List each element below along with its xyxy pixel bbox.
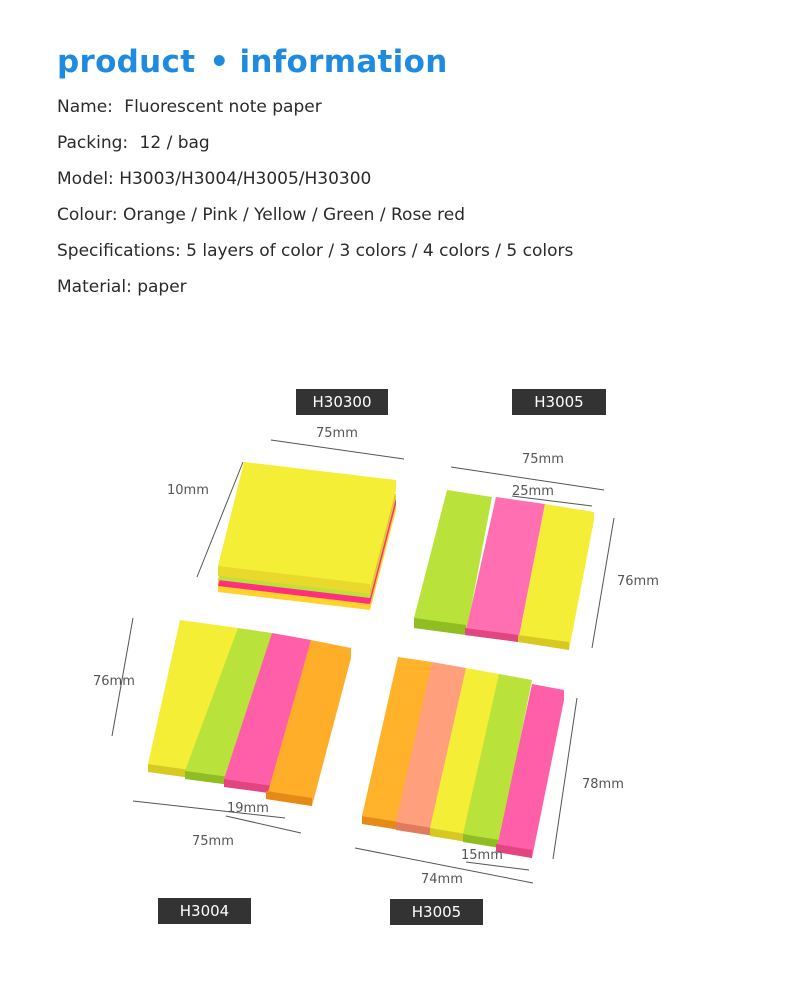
model-tag-h30300: H30300	[296, 389, 388, 415]
product-h3004-image	[148, 620, 351, 806]
dim-p3-height: 76mm	[93, 674, 135, 689]
info-value: Fluorescent note paper	[124, 97, 322, 117]
model-tag-h3005-bottom: H3005	[390, 899, 483, 925]
dim-p3-width: 75mm	[192, 834, 234, 849]
info-value: paper	[137, 277, 187, 297]
info-key: Model:	[57, 169, 114, 189]
info-key: Material:	[57, 277, 132, 297]
dim-p4-width: 74mm	[421, 872, 463, 887]
info-value: H3003/H3004/H3005/H30300	[119, 169, 372, 189]
dim-p1-width: 75mm	[316, 426, 358, 441]
dim-p4-strip: 15mm	[461, 848, 503, 863]
heading-dot: •	[209, 44, 230, 80]
heading-information: information	[239, 44, 448, 80]
dim-p3-strip: 19mm	[227, 801, 269, 816]
model-tag-h3004: H3004	[158, 898, 251, 924]
dim-p1-thickness: 10mm	[167, 483, 209, 498]
dim-p2-width: 75mm	[522, 452, 564, 467]
info-value: Orange / Pink / Yellow / Green / Rose red	[123, 205, 466, 225]
info-key: Packing:	[57, 133, 129, 153]
info-key: Name:	[57, 97, 113, 117]
heading-product: product	[57, 44, 196, 80]
model-tag-h3005-top: H3005	[512, 389, 606, 415]
dim-p2-height: 76mm	[617, 574, 659, 589]
product-h3005-3color-image	[414, 490, 594, 650]
dim-p4-height: 78mm	[582, 777, 624, 792]
info-key: Specifications:	[57, 241, 181, 261]
info-value: 12 / bag	[139, 133, 210, 153]
info-value: 5 layers of color / 3 colors / 4 colors / 5 colors	[186, 241, 574, 261]
product-h30300-image	[218, 462, 396, 610]
product-h3005-5color-image	[362, 657, 564, 858]
info-key: Colour:	[57, 205, 118, 225]
dim-p2-strip: 25mm	[512, 484, 554, 499]
